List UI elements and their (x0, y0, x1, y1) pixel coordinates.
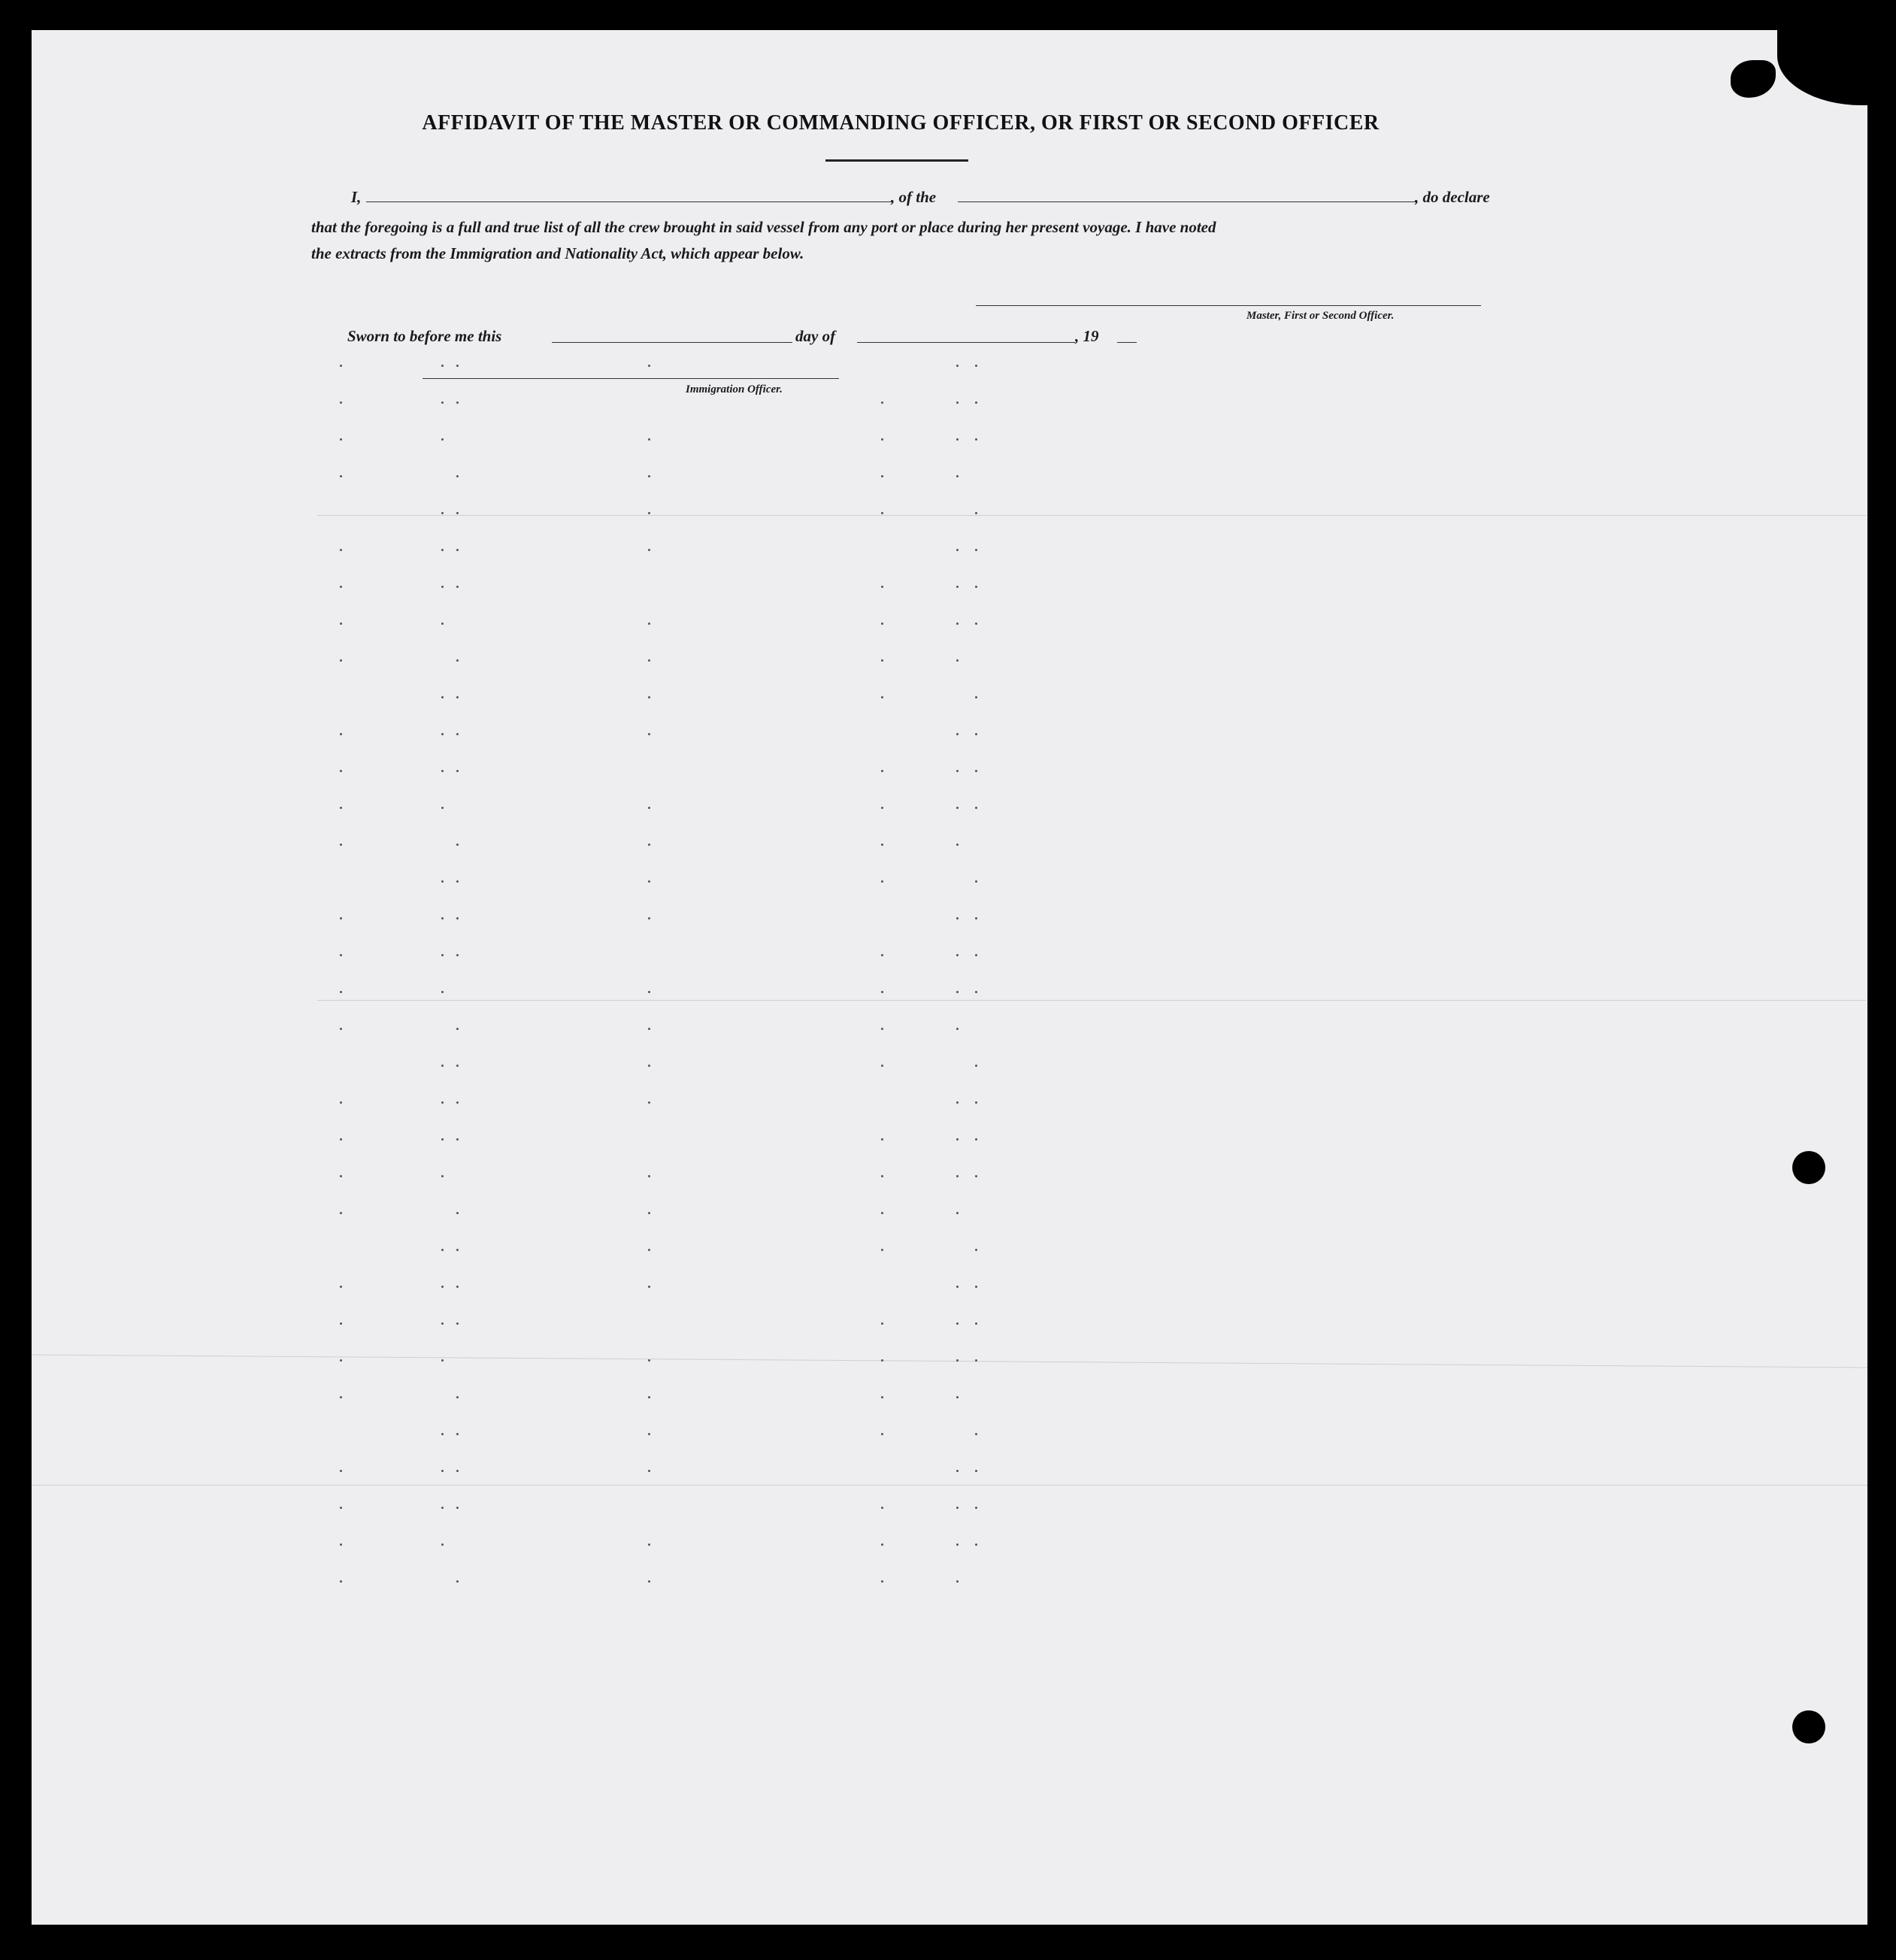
bleed-dot (441, 1359, 444, 1362)
bleed-dot (340, 1543, 342, 1546)
bleed-dot (648, 438, 650, 441)
bleed-dot (441, 1249, 444, 1251)
bleed-dot (975, 512, 977, 514)
bleed-dot (456, 549, 459, 551)
bleed-dot (975, 696, 977, 698)
bleed-dot (456, 696, 459, 698)
document-page (32, 30, 1867, 1925)
bleed-dot (648, 991, 650, 993)
bleed-dot (456, 1101, 459, 1104)
bleed-dot (881, 1322, 883, 1325)
bleed-dot (956, 586, 959, 588)
bleed-dot (881, 1249, 883, 1251)
bleed-dot (975, 991, 977, 993)
bleed-dot (956, 1212, 959, 1214)
bleed-dot (456, 733, 459, 735)
bleed-dot (441, 438, 444, 441)
bleed-dot (881, 512, 883, 514)
bleed-dot (956, 549, 959, 551)
bleed-dot (456, 586, 459, 588)
bleed-dot (881, 696, 883, 698)
bleed-dot (975, 623, 977, 625)
bleed-dot (456, 1028, 459, 1030)
bleed-dot (340, 475, 342, 477)
bleed-dot (881, 1580, 883, 1583)
bleed-dot (648, 807, 650, 809)
bleed-dot (340, 917, 342, 919)
bleed-dot (881, 770, 883, 772)
bleed-dot (441, 401, 444, 404)
bleed-dot (975, 1286, 977, 1288)
bleed-dot (456, 770, 459, 772)
bleed-dot (456, 1065, 459, 1067)
bleed-dot (441, 991, 444, 993)
bleed-dot (441, 733, 444, 735)
bleed-dot (956, 1359, 959, 1362)
signature-caption: Master, First or Second Officer. (1246, 310, 1395, 322)
bleed-dot (441, 1101, 444, 1104)
bleed-dot (441, 1138, 444, 1141)
bleed-dot (340, 1212, 342, 1214)
bleed-dot (956, 991, 959, 993)
bleed-dot (648, 1580, 650, 1583)
bleed-dot (975, 1138, 977, 1141)
bleed-dot (340, 1322, 342, 1325)
ghost-rule (317, 515, 1866, 516)
bleed-dot (456, 1322, 459, 1325)
bleed-dot (340, 807, 342, 809)
bleed-dot (340, 991, 342, 993)
bleed-dot (456, 1433, 459, 1435)
bleed-dot (975, 1249, 977, 1251)
declaration-prefix: I, (351, 188, 362, 206)
bleed-dot (456, 1249, 459, 1251)
bleed-dot (340, 1507, 342, 1509)
bleed-dot (456, 1396, 459, 1398)
bleed-dot (648, 1396, 650, 1398)
bleed-dot (648, 623, 650, 625)
bleed-dot (441, 1065, 444, 1067)
bleed-dot (975, 1101, 977, 1104)
bleed-dot (956, 917, 959, 919)
bleed-dot (456, 475, 459, 477)
sworn-month-blank[interactable] (857, 342, 1075, 343)
bleed-dot (975, 1543, 977, 1546)
bleed-dot (441, 917, 444, 919)
bleed-dot (340, 770, 342, 772)
bleed-dot (441, 1433, 444, 1435)
bleed-dot (456, 844, 459, 846)
bleed-dot (456, 880, 459, 883)
bleed-dot (340, 1470, 342, 1472)
bleed-dot (648, 733, 650, 735)
bleed-dot (648, 1286, 650, 1288)
bleed-dot (975, 1359, 977, 1362)
bleed-dot (881, 401, 883, 404)
bleed-dot (956, 659, 959, 662)
ghost-rule (32, 1354, 1867, 1368)
bleed-dot (441, 1470, 444, 1472)
bleed-dot (975, 586, 977, 588)
bleed-dot (340, 733, 342, 735)
bleed-dot (456, 1138, 459, 1141)
bleed-dot (648, 512, 650, 514)
bleed-dot (456, 1507, 459, 1509)
bleed-dot (956, 1028, 959, 1030)
bleed-dot (956, 1470, 959, 1472)
bleed-dot (340, 1175, 342, 1177)
bleed-dot (881, 586, 883, 588)
bleed-dot (881, 1359, 883, 1362)
bleed-dot (340, 1028, 342, 1030)
bleed-dot (648, 659, 650, 662)
bleed-dot (340, 586, 342, 588)
bleed-dot (881, 1065, 883, 1067)
bleed-dot (340, 1138, 342, 1141)
name-blank[interactable] (366, 201, 892, 202)
bleed-dot (340, 844, 342, 846)
bleed-dot (956, 954, 959, 956)
bleed-dot (956, 733, 959, 735)
bleed-dot (340, 659, 342, 662)
bleed-dot (881, 1507, 883, 1509)
declaration-do-declare: , do declare (1415, 188, 1490, 206)
bleed-dot (340, 549, 342, 551)
bleed-dot (956, 1138, 959, 1141)
bleed-dot (340, 1101, 342, 1104)
bleed-dot (956, 365, 959, 367)
ghost-rule (32, 1485, 1867, 1486)
bleed-dot (975, 365, 977, 367)
bleed-dot (956, 475, 959, 477)
ghost-rule (317, 1000, 1866, 1001)
bleed-dot (648, 1433, 650, 1435)
bleed-dot (456, 512, 459, 514)
bleed-dot (881, 1396, 883, 1398)
bleed-dot (975, 1470, 977, 1472)
vessel-blank[interactable] (958, 201, 1416, 202)
bleed-dot (441, 880, 444, 883)
bleed-dot (648, 917, 650, 919)
bleed-dot (956, 1396, 959, 1398)
bleed-dot (648, 1249, 650, 1251)
bleed-dot (441, 1322, 444, 1325)
punch-hole-upper (1792, 1151, 1825, 1184)
bleed-dot (956, 770, 959, 772)
bleed-dot (340, 1396, 342, 1398)
bleed-dot (881, 438, 883, 441)
bleed-dot (441, 1543, 444, 1546)
torn-corner-tip (1731, 60, 1776, 98)
bleed-dot (975, 549, 977, 551)
bleed-dot (648, 1175, 650, 1177)
bleed-dot (881, 1433, 883, 1435)
bleed-dot (441, 954, 444, 956)
bleed-dot (975, 807, 977, 809)
bleed-dot (956, 401, 959, 404)
bleed-dot (456, 1286, 459, 1288)
bleed-dot (441, 365, 444, 367)
bleed-dot (975, 954, 977, 956)
bleed-dot (441, 1286, 444, 1288)
bleed-dot (975, 917, 977, 919)
bleed-dot (975, 1507, 977, 1509)
bleed-dot (881, 1543, 883, 1546)
bleed-dot (956, 844, 959, 846)
bleed-dot (340, 438, 342, 441)
bleed-dot (340, 401, 342, 404)
bleed-dot (340, 1286, 342, 1288)
declaration-of-the: , of the (891, 188, 937, 206)
bleed-dot (441, 807, 444, 809)
bleed-dot (456, 917, 459, 919)
sworn-year-prefix: , 19 (1075, 327, 1099, 345)
bleed-dot (956, 1580, 959, 1583)
torn-corner (1777, 30, 1867, 105)
bleed-dot (648, 1065, 650, 1067)
bleed-dot (881, 807, 883, 809)
bleed-dot (648, 696, 650, 698)
bleed-dot (975, 770, 977, 772)
officer-caption: Immigration Officer. (686, 383, 783, 395)
bleed-dot (881, 475, 883, 477)
bleed-dot (956, 1101, 959, 1104)
bleed-dot (975, 1433, 977, 1435)
bleed-dot (340, 365, 342, 367)
bleed-dot (441, 1507, 444, 1509)
bleed-dot (956, 1507, 959, 1509)
punch-hole-lower (1792, 1710, 1825, 1743)
bleed-dot (456, 954, 459, 956)
bleed-dot (881, 991, 883, 993)
bleed-dot (441, 1175, 444, 1177)
declaration-line-3: the extracts from the Immigration and Nationality Act, which appear below. (311, 244, 804, 262)
sworn-day-of: day of (795, 327, 836, 345)
bleed-dot (456, 401, 459, 404)
bleed-dot (648, 1101, 650, 1104)
bleed-dot (881, 659, 883, 662)
bleed-dot (340, 954, 342, 956)
bleed-dot (956, 438, 959, 441)
bleed-dot (975, 1065, 977, 1067)
bleed-dot (456, 1470, 459, 1472)
bleed-dot (456, 1212, 459, 1214)
affidavit-heading: AFFIDAVIT OF THE MASTER OR COMMANDING OFFICER, OR FIRST OR SECOND OFFICER (422, 111, 1380, 135)
bleed-dot (975, 438, 977, 441)
bleed-dot (340, 1359, 342, 1362)
bleed-dot (881, 623, 883, 625)
bleed-dot (648, 1028, 650, 1030)
bleed-dot (340, 1580, 342, 1583)
bleed-dot (441, 770, 444, 772)
bleed-dot (881, 1028, 883, 1030)
bleed-dot (956, 1286, 959, 1288)
bleed-dot (881, 844, 883, 846)
bleed-dot (456, 365, 459, 367)
officer-signature-line[interactable] (423, 378, 839, 379)
bleed-dot (975, 1175, 977, 1177)
bleed-dot (975, 401, 977, 404)
bleed-dot (340, 623, 342, 625)
bleed-dot (648, 365, 650, 367)
bleed-dot (648, 880, 650, 883)
bleed-dot (648, 1359, 650, 1362)
bleed-dot (648, 549, 650, 551)
bleed-dot (648, 844, 650, 846)
bleed-dot (881, 1212, 883, 1214)
sworn-day-blank[interactable] (552, 342, 792, 343)
bleed-dot (975, 880, 977, 883)
bleed-dot (956, 807, 959, 809)
bleed-dot (441, 623, 444, 625)
bleed-dot (881, 1175, 883, 1177)
bleed-dot (881, 954, 883, 956)
bleed-dot (975, 733, 977, 735)
sworn-year-blank[interactable] (1117, 342, 1137, 343)
sworn-prefix: Sworn to before me this (347, 327, 502, 345)
bleed-dot (456, 659, 459, 662)
bleed-dot (975, 1322, 977, 1325)
bleed-dot (441, 549, 444, 551)
bleed-dot (956, 623, 959, 625)
bleed-dot (648, 1470, 650, 1472)
bleed-dot (956, 1322, 959, 1325)
bleed-dot (648, 1212, 650, 1214)
bleed-dot (881, 880, 883, 883)
bleed-dot (456, 1580, 459, 1583)
bleed-dot (956, 1543, 959, 1546)
bleed-dot (441, 512, 444, 514)
signature-line[interactable] (976, 305, 1481, 306)
bleed-dot (648, 1543, 650, 1546)
bleed-dot (956, 1175, 959, 1177)
bleed-dot (648, 475, 650, 477)
bleed-dot (441, 696, 444, 698)
heading-underline (825, 159, 968, 162)
declaration-line-2: that the foregoing is a full and true list of all the crew brought in said vessel from any port or place during her present voyage. I have noted (311, 218, 1216, 236)
bleed-dot (881, 1138, 883, 1141)
bleed-dot (441, 586, 444, 588)
